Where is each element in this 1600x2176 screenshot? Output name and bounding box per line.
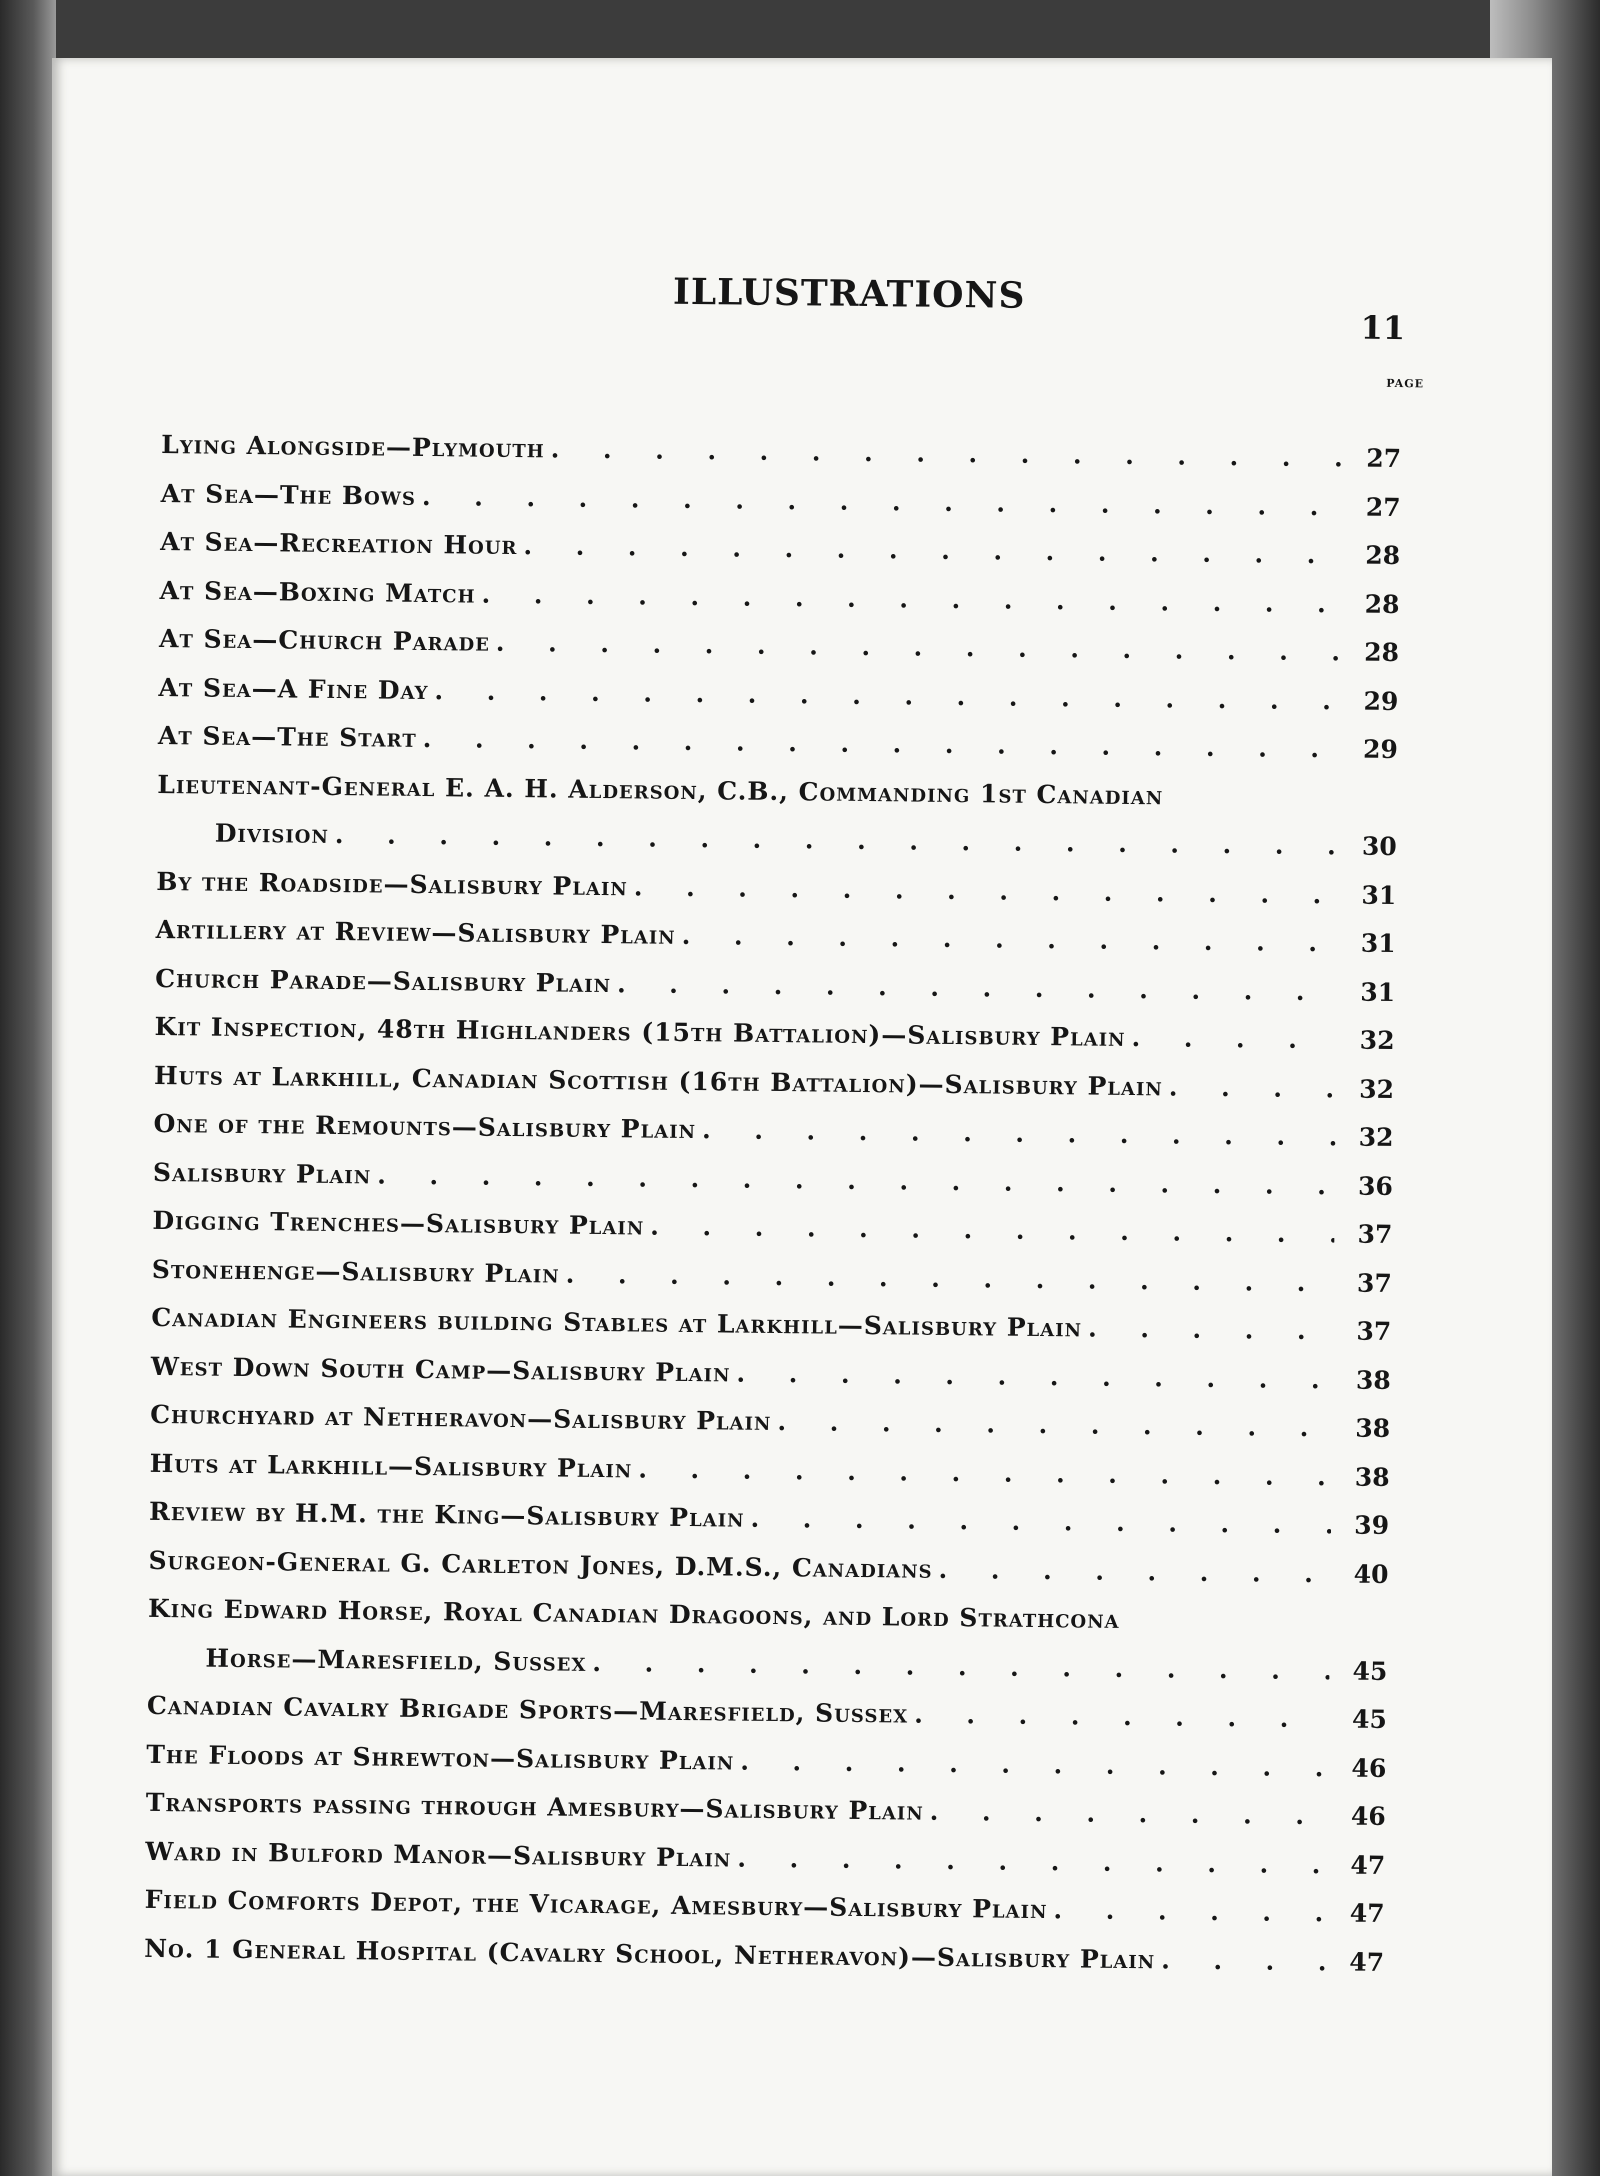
entry-page: 30 <box>1361 831 1397 862</box>
entry-page: 47 <box>1349 1898 1385 1928</box>
entry-title: Huts at Larkhill, Canadian Scottish (16th Battalion)—Salisbury Plain <box>153 1060 1164 1101</box>
list-item <box>147 1585 1388 1696</box>
dot-leader <box>932 1545 1330 1598</box>
entry-title: Canadian Cavalry Brigade Sports—Maresfield, Sussex <box>146 1690 909 1729</box>
entry-title: At Sea—Recreation Hour <box>159 526 518 561</box>
entry-title: One of the Remounts—Salisbury Plain <box>153 1108 697 1145</box>
dot-leader <box>675 912 1338 968</box>
entry-title: Ward in Bulford Manor—Salisbury Plain <box>145 1836 732 1873</box>
dot-leader <box>734 1737 1329 1792</box>
entry-page: 46 <box>1350 1801 1386 1831</box>
dot-leader <box>1163 1063 1337 1113</box>
entry-title: At Sea—The Start <box>157 720 417 753</box>
entry-page: 47 <box>1350 1850 1386 1880</box>
dot-leader <box>696 1106 1336 1162</box>
entry-page: 47 <box>1349 1947 1385 1977</box>
dot-leader <box>771 1398 1332 1453</box>
entry-title: At Sea—A Fine Day <box>158 672 429 705</box>
entry-title: Digging Trenches—Salisbury Plain <box>152 1205 645 1241</box>
entry-page: 28 <box>1364 589 1400 619</box>
entry-page: 37 <box>1357 1219 1393 1250</box>
entry-title: Lying Alongside—Plymouth <box>161 429 545 464</box>
entry-page: 45 <box>1351 1704 1388 1734</box>
dot-leader <box>1047 1886 1327 1938</box>
dot-leader <box>586 1638 1330 1695</box>
entry-page: 28 <box>1365 540 1401 571</box>
entry-title: Salisbury Plain <box>152 1157 372 1189</box>
entry-title: Artillery at Review—Salisbury Plain <box>155 914 676 950</box>
entry-page: 36 <box>1357 1171 1394 1201</box>
book-gutter-edge <box>0 0 56 2176</box>
dot-leader <box>632 1445 1332 1501</box>
entry-page: 37 <box>1356 1268 1392 1298</box>
illustrations-list <box>144 421 1402 1987</box>
entry-page: 37 <box>1356 1316 1392 1346</box>
entry-page: 38 <box>1355 1413 1391 1443</box>
entry-title: Surgeon-General G. Carleton Jones, D.M.S., Canadians <box>148 1545 933 1584</box>
entry-title: The Floods at Shrewton—Salisbury Plain <box>146 1739 735 1776</box>
dot-leader <box>1125 1014 1337 1065</box>
entry-title: Stonehenge—Salisbury Plain <box>151 1254 560 1289</box>
dot-leader <box>923 1788 1328 1841</box>
entry-page: 40 <box>1353 1559 1389 1589</box>
entry-page: 28 <box>1364 637 1400 668</box>
entry-page: 32 <box>1359 1074 1395 1104</box>
dot-leader <box>628 863 1339 920</box>
book-page <box>52 58 1552 2176</box>
dot-leader <box>644 1203 1335 1259</box>
entry-page: 31 <box>1360 977 1396 1007</box>
dot-leader <box>559 1250 1334 1307</box>
entry-title: At Sea—Boxing Match <box>159 575 476 609</box>
entry-page: 31 <box>1361 880 1397 910</box>
entry-page: 32 <box>1359 1025 1395 1056</box>
entry-page: 32 <box>1358 1122 1394 1153</box>
entry-title: Transports passing through Amesbury—Salisbury Plain <box>145 1787 924 1826</box>
entry-title: West Down South Camp—Salisbury Plain <box>150 1351 731 1388</box>
dot-leader <box>731 1834 1327 1889</box>
entry-title: Churchyard at Netheravon—Salisbury Plain <box>150 1399 772 1436</box>
entry-page: 45 <box>1352 1656 1388 1686</box>
dot-leader <box>611 960 1338 1017</box>
entry-title-line-1: King Edward Horse, Royal Canadian Dragoons, and Lord Strathcona <box>147 1593 1120 1634</box>
entry-title: By the Roadside—Salisbury Plain <box>156 866 628 901</box>
entry-title: Canadian Engineers building Stables at Larkhill—Salisbury Plain <box>151 1302 1083 1343</box>
entry-title: No. 1 General Hospital (Cavalry School, Netheravon)—Salisbury Plain <box>144 1933 1156 1974</box>
entry-page: 29 <box>1363 686 1399 716</box>
dot-leader <box>1155 1936 1326 1986</box>
dot-leader <box>744 1495 1331 1550</box>
page-content <box>144 203 1425 1987</box>
dot-leader <box>1082 1304 1334 1355</box>
entry-page: 46 <box>1351 1753 1387 1783</box>
dot-leader <box>730 1349 1333 1404</box>
list-item <box>157 760 1398 871</box>
dot-leader <box>908 1691 1329 1744</box>
entry-title-line-2: Horse—Maresfield, Sussex <box>205 1643 587 1677</box>
entry-title-line-2: Division <box>214 818 330 849</box>
entry-title: Field Comforts Depot, the Vicarage, Amesbury—Salisbury Plain <box>144 1884 1048 1925</box>
entry-page: 38 <box>1355 1365 1391 1395</box>
entry-title: Kit Inspection, 48th Highlanders (15th Battalion)—Salisbury Plain <box>154 1011 1126 1052</box>
entry-page: 39 <box>1354 1510 1390 1540</box>
entry-title: Church Parade—Salisbury Plain <box>155 963 612 998</box>
page-column-heading: PAGE <box>1386 376 1425 391</box>
entry-page: 27 <box>1366 443 1402 474</box>
entry-title: At Sea—Church Parade <box>158 623 491 657</box>
entry-page: 27 <box>1365 492 1401 522</box>
entry-page: 31 <box>1360 928 1396 959</box>
entry-page: 29 <box>1362 734 1399 765</box>
entry-title: Review by H.M. the King—Salisbury Plain <box>148 1496 745 1533</box>
entry-title: Huts at Larkhill—Salisbury Plain <box>149 1448 633 1483</box>
entry-page: 38 <box>1354 1462 1390 1492</box>
page-number: 11 <box>1360 308 1406 348</box>
page-header <box>163 203 1425 391</box>
page-title: ILLUSTRATIONS <box>672 270 1026 317</box>
entry-title: At Sea—The Bows <box>160 478 417 511</box>
entry-title-line-1: Lieutenant-General E. A. H. Alderson, C.B., Commanding 1st Canadian <box>157 769 1164 810</box>
